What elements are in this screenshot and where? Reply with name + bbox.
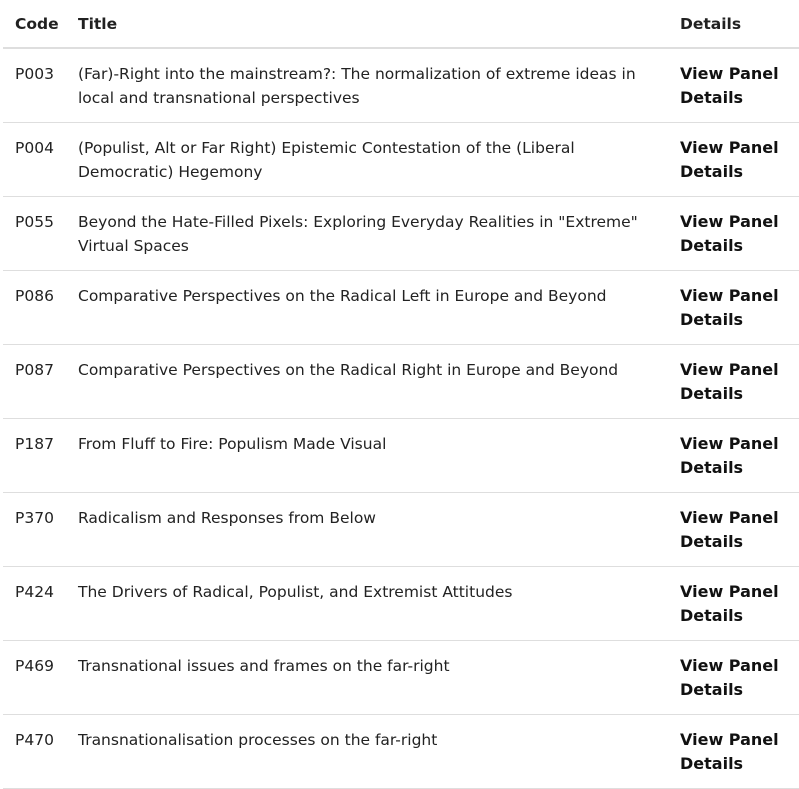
panel-title: From Fluff to Fire: Populism Made Visual xyxy=(66,419,668,493)
table-row xyxy=(3,271,799,345)
panel-title: Transnationalisation processes on the far-right xyxy=(66,715,668,789)
panel-title: (Populist, Alt or Far Right) Epistemic Contestation of the (Liberal Democratic) Hegemony xyxy=(66,123,668,197)
view-panel-details-link[interactable]: View Panel Details xyxy=(680,64,779,107)
panel-details-cell xyxy=(668,493,799,567)
table-row xyxy=(3,48,799,123)
panel-details-cell xyxy=(668,48,799,123)
panel-code: P424 xyxy=(3,567,66,641)
table-row xyxy=(3,197,799,271)
panel-details-cell xyxy=(668,345,799,419)
header-row xyxy=(3,0,799,48)
table-row xyxy=(3,419,799,493)
panel-title: Transnational issues and frames on the far-right xyxy=(66,641,668,715)
view-panel-details-link[interactable]: View Panel Details xyxy=(680,286,779,329)
panel-code: P469 xyxy=(3,641,66,715)
panel-details-cell xyxy=(668,271,799,345)
panel-title: Radicalism and Responses from Below xyxy=(66,493,668,567)
panel-title: Comparative Perspectives on the Radical Right in Europe and Beyond xyxy=(66,345,668,419)
view-panel-details-link[interactable]: View Panel Details xyxy=(680,360,779,403)
panel-code: P087 xyxy=(3,345,66,419)
view-panel-details-link[interactable]: View Panel Details xyxy=(680,434,779,477)
view-panel-details-link[interactable]: View Panel Details xyxy=(680,582,779,625)
panel-code: P003 xyxy=(3,48,66,123)
panel-details-cell xyxy=(668,641,799,715)
view-panel-details-link[interactable]: View Panel Details xyxy=(680,656,779,699)
panel-details-cell xyxy=(668,567,799,641)
panel-details-cell xyxy=(668,197,799,271)
panel-code: P086 xyxy=(3,271,66,345)
view-panel-details-link[interactable]: View Panel Details xyxy=(680,138,779,181)
table-row xyxy=(3,715,799,789)
panel-code: P004 xyxy=(3,123,66,197)
column-header-details: Details xyxy=(668,0,799,48)
table-row xyxy=(3,567,799,641)
view-panel-details-link[interactable]: View Panel Details xyxy=(680,508,779,551)
panel-code: P187 xyxy=(3,419,66,493)
panel-code: P470 xyxy=(3,715,66,789)
panels-table xyxy=(3,0,799,789)
panel-details-cell xyxy=(668,419,799,493)
table-row xyxy=(3,493,799,567)
panel-code: P370 xyxy=(3,493,66,567)
panel-details-cell xyxy=(668,123,799,197)
table-row xyxy=(3,123,799,197)
panel-title: (Far)-Right into the mainstream?: The normalization of extreme ideas in local and transnational perspectives xyxy=(66,48,668,123)
panel-title: Comparative Perspectives on the Radical Left in Europe and Beyond xyxy=(66,271,668,345)
panel-details-cell xyxy=(668,715,799,789)
table-body xyxy=(3,48,799,789)
panels-table-container xyxy=(3,0,799,789)
table-row xyxy=(3,345,799,419)
panel-code: P055 xyxy=(3,197,66,271)
view-panel-details-link[interactable]: View Panel Details xyxy=(680,212,779,255)
table-header xyxy=(3,0,799,48)
table-row xyxy=(3,641,799,715)
column-header-title: Title xyxy=(66,0,668,48)
view-panel-details-link[interactable]: View Panel Details xyxy=(680,730,779,773)
panel-title: Beyond the Hate-Filled Pixels: Exploring Everyday Realities in "Extreme" Virtual Spaces xyxy=(66,197,668,271)
column-header-code: Code xyxy=(3,0,66,48)
panel-title: The Drivers of Radical, Populist, and Extremist Attitudes xyxy=(66,567,668,641)
